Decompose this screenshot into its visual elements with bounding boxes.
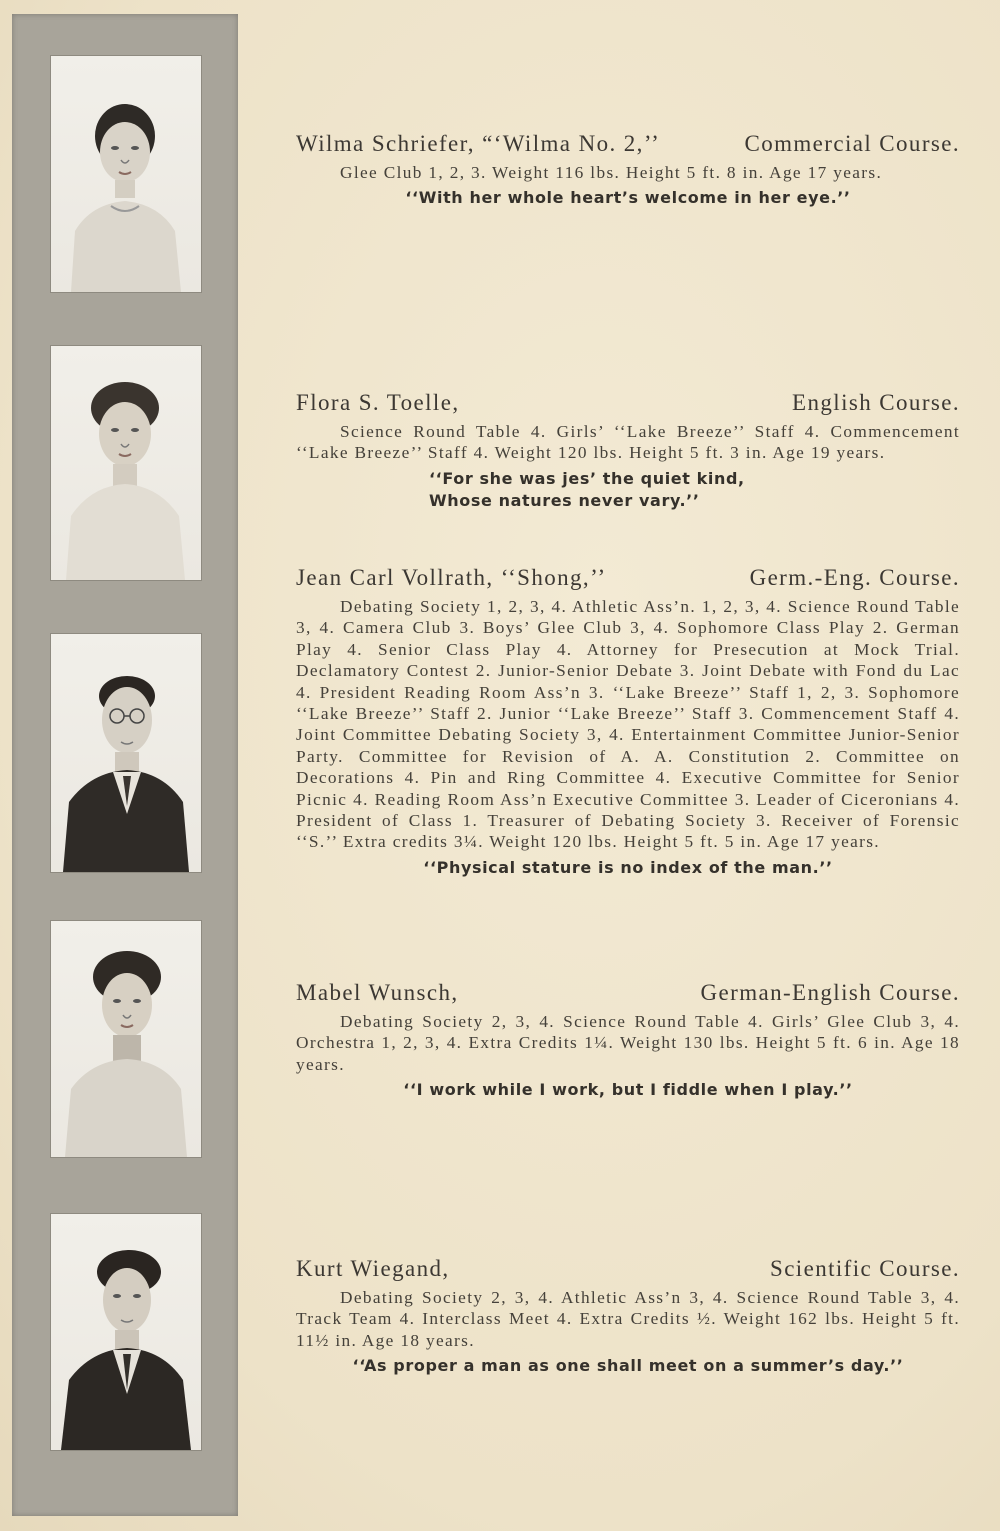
student-quote [296,468,960,512]
student-quote [296,1355,960,1377]
name-line [296,1255,960,1283]
student-quote [296,1079,960,1101]
student-name: Jean Carl Vollrath, ‘‘Shong,’’ [296,565,607,590]
course-name: Germ.-Eng. Course. [749,565,960,590]
student-name: Mabel Wunsch, [296,980,459,1005]
portrait-photo-mabel-wunsch [50,920,202,1158]
name-line [296,389,960,417]
portrait-photo-jean-carl-vollrath [50,633,202,873]
name-line [296,130,960,158]
quote-line: ‘‘Physical stature is no index of the man.’’ [423,857,833,877]
student-activities: Debating Society 2, 3, 4. Science Round Table 4. Girls’ Glee Club 3, 4. Orchestra 1, 2, 3, 4. Extra Credits 1¼. Weight 130 lbs. Height 5 ft. 6 in. Age 18 years. [296,1012,960,1074]
quote-line: ‘‘I work while I work, but I fiddle when I play.’’ [403,1080,853,1100]
portrait-photo-kurt-wiegand [50,1213,202,1451]
student-name: Flora S. Toelle, [296,390,460,415]
name-line [296,979,960,1007]
course-name: Commercial Course. [744,131,960,156]
student-activities: Debating Society 2, 3, 4. Athletic Ass’n 3, 4. Science Round Table 3, 4. Track Team 4. Interclass Meet 4. Extra Credits ½. Weight 162 lbs. Height 5 ft. 11½ in. Age 18 years. [296,1288,960,1350]
quote-line: Whose natures never vary.’’ [429,490,700,510]
course-name: English Course. [792,390,960,415]
student-entry [296,1255,960,1377]
quote-line: ‘‘For she was jes’ the quiet kind, [429,468,745,488]
student-name: Wilma Schriefer, “‘Wilma No. 2,’’ [296,131,661,156]
quote-line: ‘‘With her whole heart’s welcome in her eye.’’ [405,188,851,208]
quote-line: ‘‘As proper a man as one shall meet on a summer’s day.’’ [352,1356,904,1376]
student-entry [296,130,960,209]
student-quote [296,857,960,879]
portrait-photo-wilma-schriefer [50,55,202,293]
student-entry [296,979,960,1101]
student-name: Kurt Wiegand, [296,1256,450,1281]
student-activities: Debating Society 1, 2, 3, 4. Athletic Ass’n. 1, 2, 3, 4. Science Round Table 3, 4. Camera Club 3. Boys’ Glee Club 3, 4. Sophomore Class Play 2. German Play 4. Senior Class Play 4. Attorney for Presecution at Mock Trial. Declamatory Contest 2. Junior-Senior Debate 3. Joint Debate with Fond du Lac 4. President Reading Room Ass’n 3. ‘‘Lake Breeze’’ Staff 1, 2, 3. Sophomore ‘‘Lake Breeze’’ Staff 2. Junior ‘‘Lake Breeze’’ Staff 3. Commencement Staff 4. Joint Committee Debating Society 3, 4. Entertainment Committee Junior-Senior Party. Committee for Revision of A. A. Constitution 2. Committee on Decorations 4. Pin and Ring Committee 4. Executive Committee for Senior Picnic 4. Reading Room Ass’n Executive Committee 3. Leader of Ciceronians 4. President of Class 1. Treasurer of Debating Society 3. Receiver of Forensic ‘‘S.’’ Extra credits 3¼. Weight 120 lbs. Height 5 ft. 5 in. Age 17 years. [296,597,960,852]
student-activities: Glee Club 1, 2, 3. Weight 116 lbs. Height 5 ft. 8 in. Age 17 years. [340,163,883,182]
student-quote [296,187,960,209]
course-name: Scientific Course. [770,1256,960,1281]
name-line [296,564,960,592]
course-name: German-English Course. [700,980,960,1005]
student-entry [296,389,960,512]
photo-strip [12,14,238,1516]
portrait-photo-flora-toelle [50,345,202,581]
student-entry [296,564,960,879]
student-activities: Science Round Table 4. Girls’ ‘‘Lake Breeze’’ Staff 4. Commencement ‘‘Lake Breeze’’ Staff 4. Weight 120 lbs. Height 5 ft. 3 in. Age 19 years. [296,422,960,463]
